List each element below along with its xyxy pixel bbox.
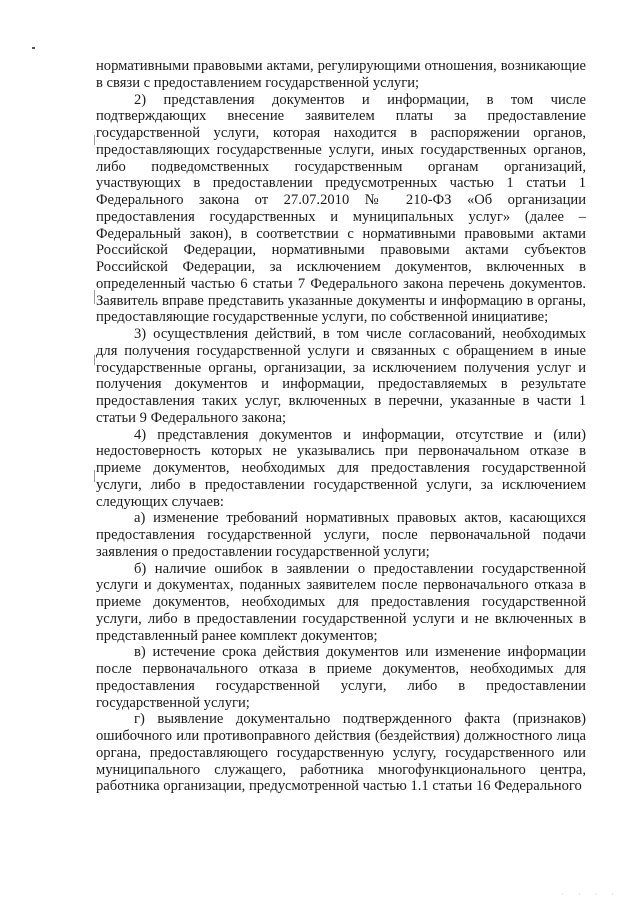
- scan-speck-top: [32, 47, 35, 49]
- paragraph-item-2: 2) представления документов и информации, в том числе подтверждающих внесение заявителем платы за предоставление государственной услуги, которая находится в распоряжении органов, предоставляющих государственные услуги, иных государственных органов, либо подведомственных государственным органам организаций, участвующих в предоставлении предусмотренных частью 1 статьи 1 Федерального закона от 27.07.2010 № 210-ФЗ «Об организации предоставления государственных и муниципальных услуг» (далее – Федеральный закон), в соответствии с нормативными правовыми актами Российской Федерации, нормативными правовыми актами субъектов Российской Федерации, за исключением документов, включенных в определенный частью 6 статьи 7 Федерального закона перечень документов. Заявитель вправе представить указанные документы и информацию в органы, предоставляющие государственные услуги, по собственной инициативе;: [96, 91, 586, 326]
- scan-edge-mark-3: [94, 355, 95, 365]
- scan-edge-mark-4: [94, 470, 95, 482]
- paragraph-continuation: нормативными правовыми актами, регулирующими отношения, возникающие в связи с предоставлением государственной услуги;: [96, 58, 586, 91]
- paragraph-subitem-g: г) выявление документально подтвержденного факта (признаков) ошибочного или противоправного действия (бездействия) должностного лица органа, предоставляющего государственную услугу, государственного или муниципального служащего, работника многофункционального центра, работника организации, предусмотренной частью 1.1 статьи 16 Федерального: [96, 711, 586, 795]
- paragraph-subitem-b: б) наличие ошибок в заявлении о предоставлении государственной услуги и документах, поданных заявителем после первоначального отказа в приеме документов, необходимых для предоставления государственной услуги, либо в предоставлении государственной услуги и не включенных в представленный ранее комплект документов;: [96, 560, 586, 644]
- paragraph-item-4: 4) представления документов и информации, отсутствие и (или) недостоверность которых не указывались при первоначальном отказе в приеме документов, необходимых для предоставления государственной услуги, либо в предоставлении государственной услуги, за исключением следующих случаев:: [96, 426, 586, 510]
- paragraph-item-3: 3) осуществления действий, в том числе согласований, необходимых для получения государственной услуги и связанных с обращением в иные государственные органы, организации, за исключением получения услуг и получения документов и информации, предоставляемых в результате предоставления таких услуг, включенных в перечни, указанные в части 1 статьи 9 Федерального закона;: [96, 326, 586, 426]
- document-body: [96, 58, 586, 795]
- paragraph-subitem-v: в) истечение срока действия документов или изменение информации после первоначального отказа в приеме документов, необходимых для предоставления государственной услуги, либо в предоставлении государственной услуги;: [96, 644, 586, 711]
- scan-edge-mark-1: [94, 135, 95, 145]
- scan-footer-marks: · · · ·: [561, 890, 620, 899]
- scan-edge-mark-2: [94, 290, 95, 304]
- paragraph-subitem-a: а) изменение требований нормативных правовых актов, касающихся предоставления государственной услуги, после первоначальной подачи заявления о предоставлении государственной услуги;: [96, 510, 586, 560]
